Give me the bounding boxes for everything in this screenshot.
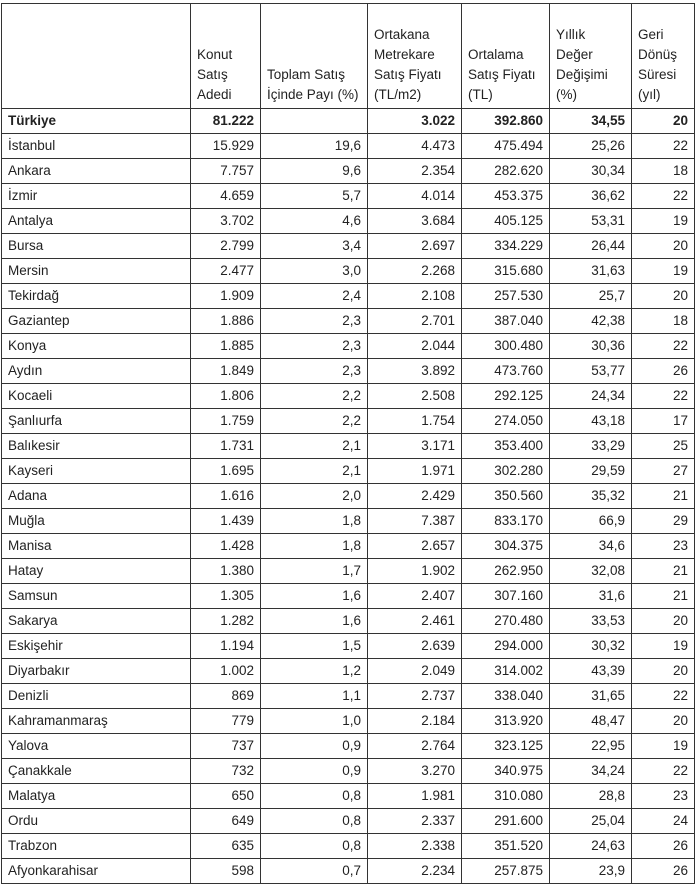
value-cell: 24,34: [550, 384, 632, 409]
value-cell: 28,8: [550, 784, 632, 809]
value-cell: 27: [632, 459, 695, 484]
value-cell: 2,3: [261, 334, 368, 359]
value-cell: 26,44: [550, 234, 632, 259]
value-cell: 4.473: [368, 134, 462, 159]
value-cell: 21: [632, 559, 695, 584]
value-cell: 1,0: [261, 709, 368, 734]
value-cell: 2.701: [368, 309, 462, 334]
value-cell: 3.702: [191, 209, 261, 234]
value-cell: 2,4: [261, 284, 368, 309]
table-row: [2, 459, 695, 484]
province-cell: Ankara: [2, 159, 191, 184]
value-cell: 31,6: [550, 584, 632, 609]
value-cell: 3,4: [261, 234, 368, 259]
table-row: [2, 234, 695, 259]
table-row: [2, 859, 695, 884]
value-cell: 31,65: [550, 684, 632, 709]
value-cell: 20: [632, 284, 695, 309]
value-cell: 353.400: [462, 434, 550, 459]
header-cell: [2, 4, 191, 109]
table-row: [2, 809, 695, 834]
table-row: [2, 759, 695, 784]
table-row: [2, 384, 695, 409]
value-cell: 23: [632, 534, 695, 559]
province-cell: Kahramanmaraş: [2, 709, 191, 734]
province-cell: Türkiye: [2, 109, 191, 134]
value-cell: 334.229: [462, 234, 550, 259]
value-cell: 387.040: [462, 309, 550, 334]
table-row: [2, 159, 695, 184]
value-cell: 25,26: [550, 134, 632, 159]
value-cell: 453.375: [462, 184, 550, 209]
value-cell: 33,29: [550, 434, 632, 459]
value-cell: 18: [632, 159, 695, 184]
value-cell: 833.170: [462, 509, 550, 534]
table-row: [2, 784, 695, 809]
value-cell: 294.000: [462, 634, 550, 659]
value-cell: 29: [632, 509, 695, 534]
table-row: [2, 409, 695, 434]
value-cell: 3.171: [368, 434, 462, 459]
table-row: [2, 284, 695, 309]
value-cell: 304.375: [462, 534, 550, 559]
province-cell: Denizli: [2, 684, 191, 709]
value-cell: 1,6: [261, 584, 368, 609]
value-cell: 2.764: [368, 734, 462, 759]
value-cell: 0,8: [261, 834, 368, 859]
value-cell: 1.731: [191, 434, 261, 459]
value-cell: 313.920: [462, 709, 550, 734]
value-cell: 29,59: [550, 459, 632, 484]
province-cell: Çanakkale: [2, 759, 191, 784]
value-cell: 1.380: [191, 559, 261, 584]
value-cell: 1.194: [191, 634, 261, 659]
province-cell: Konya: [2, 334, 191, 359]
table-row: [2, 709, 695, 734]
value-cell: 20: [632, 709, 695, 734]
value-cell: 34,55: [550, 109, 632, 134]
table-row: [2, 684, 695, 709]
value-cell: 1,2: [261, 659, 368, 684]
value-cell: 23,9: [550, 859, 632, 884]
value-cell: 1.305: [191, 584, 261, 609]
value-cell: 315.680: [462, 259, 550, 284]
province-cell: Yalova: [2, 734, 191, 759]
table-row-total: [2, 109, 695, 134]
value-cell: 2.508: [368, 384, 462, 409]
value-cell: 21: [632, 584, 695, 609]
value-cell: 2,3: [261, 359, 368, 384]
value-cell: 779: [191, 709, 261, 734]
value-cell: 1.885: [191, 334, 261, 359]
value-cell: 4.014: [368, 184, 462, 209]
value-cell: 20: [632, 609, 695, 634]
value-cell: 25: [632, 434, 695, 459]
value-cell: 1.002: [191, 659, 261, 684]
value-cell: 5,7: [261, 184, 368, 209]
value-cell: 30,36: [550, 334, 632, 359]
value-cell: 2.108: [368, 284, 462, 309]
value-cell: 1.909: [191, 284, 261, 309]
value-cell: 2,1: [261, 434, 368, 459]
value-cell: 43,39: [550, 659, 632, 684]
table-row: [2, 509, 695, 534]
table-row: [2, 309, 695, 334]
table-row: [2, 834, 695, 859]
value-cell: 302.280: [462, 459, 550, 484]
value-cell: 1,8: [261, 534, 368, 559]
value-cell: 2,0: [261, 484, 368, 509]
value-cell: 2.044: [368, 334, 462, 359]
value-cell: 2.461: [368, 609, 462, 634]
value-cell: 23: [632, 784, 695, 809]
value-cell: 1,6: [261, 609, 368, 634]
value-cell: 22: [632, 384, 695, 409]
province-cell: Kayseri: [2, 459, 191, 484]
value-cell: 2.477: [191, 259, 261, 284]
table-row: [2, 584, 695, 609]
value-cell: 7.387: [368, 509, 462, 534]
value-cell: 1,1: [261, 684, 368, 709]
value-cell: 43,18: [550, 409, 632, 434]
value-cell: 20: [632, 659, 695, 684]
value-cell: 7.757: [191, 159, 261, 184]
housing-sales-table: [1, 3, 695, 884]
value-cell: 1.806: [191, 384, 261, 409]
value-cell: 34,6: [550, 534, 632, 559]
province-cell: İzmir: [2, 184, 191, 209]
value-cell: 1.902: [368, 559, 462, 584]
value-cell: 1,5: [261, 634, 368, 659]
value-cell: 30,34: [550, 159, 632, 184]
province-cell: Trabzon: [2, 834, 191, 859]
table-row: [2, 209, 695, 234]
province-cell: İstanbul: [2, 134, 191, 159]
value-cell: 48,47: [550, 709, 632, 734]
value-cell: 392.860: [462, 109, 550, 134]
value-cell: [261, 109, 368, 134]
value-cell: 650: [191, 784, 261, 809]
value-cell: 26: [632, 834, 695, 859]
value-cell: 1,8: [261, 509, 368, 534]
value-cell: 1.754: [368, 409, 462, 434]
table-row: [2, 259, 695, 284]
value-cell: 2.407: [368, 584, 462, 609]
value-cell: 21: [632, 484, 695, 509]
province-cell: Antalya: [2, 209, 191, 234]
value-cell: 2.049: [368, 659, 462, 684]
value-cell: 1.695: [191, 459, 261, 484]
table-row: [2, 659, 695, 684]
value-cell: 0,8: [261, 784, 368, 809]
province-cell: Manisa: [2, 534, 191, 559]
header-cell: Toplam Satış İçinde Payı (%): [261, 4, 368, 109]
province-cell: Tekirdağ: [2, 284, 191, 309]
province-cell: Muğla: [2, 509, 191, 534]
value-cell: 19: [632, 259, 695, 284]
table-body: [2, 109, 695, 884]
value-cell: 30,32: [550, 634, 632, 659]
value-cell: 1.849: [191, 359, 261, 384]
value-cell: 36,62: [550, 184, 632, 209]
value-cell: 350.560: [462, 484, 550, 509]
value-cell: 22: [632, 759, 695, 784]
value-cell: 473.760: [462, 359, 550, 384]
value-cell: 310.080: [462, 784, 550, 809]
header-cell: Yıllık Değer Değişimi (%): [550, 4, 632, 109]
value-cell: 31,63: [550, 259, 632, 284]
value-cell: 2,2: [261, 384, 368, 409]
table-row: [2, 334, 695, 359]
value-cell: 42,38: [550, 309, 632, 334]
value-cell: 66,9: [550, 509, 632, 534]
header-row: [2, 4, 695, 109]
value-cell: 300.480: [462, 334, 550, 359]
table-row: [2, 734, 695, 759]
value-cell: 2,1: [261, 459, 368, 484]
value-cell: 0,7: [261, 859, 368, 884]
table-row: [2, 359, 695, 384]
value-cell: 20: [632, 234, 695, 259]
value-cell: 20: [632, 109, 695, 134]
value-cell: 737: [191, 734, 261, 759]
value-cell: 2.657: [368, 534, 462, 559]
value-cell: 3.892: [368, 359, 462, 384]
value-cell: 2.354: [368, 159, 462, 184]
value-cell: 257.530: [462, 284, 550, 309]
header-cell: Konut Satış Adedi: [191, 4, 261, 109]
province-cell: Samsun: [2, 584, 191, 609]
value-cell: 3.022: [368, 109, 462, 134]
province-cell: Ordu: [2, 809, 191, 834]
value-cell: 405.125: [462, 209, 550, 234]
value-cell: 274.050: [462, 409, 550, 434]
table-row: [2, 134, 695, 159]
value-cell: 19: [632, 209, 695, 234]
value-cell: 2.639: [368, 634, 462, 659]
value-cell: 2.184: [368, 709, 462, 734]
value-cell: 2.337: [368, 809, 462, 834]
table-row: [2, 434, 695, 459]
value-cell: 1.616: [191, 484, 261, 509]
value-cell: 81.222: [191, 109, 261, 134]
value-cell: 598: [191, 859, 261, 884]
value-cell: 3,0: [261, 259, 368, 284]
value-cell: 2.234: [368, 859, 462, 884]
province-cell: Afyonkarahisar: [2, 859, 191, 884]
header-cell: Ortakana Metrekare Satış Fiyatı (TL/m2): [368, 4, 462, 109]
value-cell: 2.737: [368, 684, 462, 709]
value-cell: 351.520: [462, 834, 550, 859]
value-cell: 4.659: [191, 184, 261, 209]
table-row: [2, 559, 695, 584]
table-row: [2, 634, 695, 659]
value-cell: 2.268: [368, 259, 462, 284]
value-cell: 19: [632, 734, 695, 759]
value-cell: 649: [191, 809, 261, 834]
value-cell: 22: [632, 184, 695, 209]
province-cell: Sakarya: [2, 609, 191, 634]
value-cell: 25,7: [550, 284, 632, 309]
value-cell: 32,08: [550, 559, 632, 584]
value-cell: 34,24: [550, 759, 632, 784]
value-cell: 2.697: [368, 234, 462, 259]
value-cell: 0,9: [261, 759, 368, 784]
header-cell: Ortalama Satış Fiyatı (TL): [462, 4, 550, 109]
value-cell: 33,53: [550, 609, 632, 634]
province-cell: Bursa: [2, 234, 191, 259]
value-cell: 1.759: [191, 409, 261, 434]
value-cell: 19: [632, 634, 695, 659]
value-cell: 1.439: [191, 509, 261, 534]
province-cell: Balıkesir: [2, 434, 191, 459]
value-cell: 1.428: [191, 534, 261, 559]
value-cell: 24,63: [550, 834, 632, 859]
value-cell: 291.600: [462, 809, 550, 834]
value-cell: 1.282: [191, 609, 261, 634]
value-cell: 22,95: [550, 734, 632, 759]
value-cell: 3.684: [368, 209, 462, 234]
value-cell: 257.875: [462, 859, 550, 884]
value-cell: 4,6: [261, 209, 368, 234]
province-cell: Adana: [2, 484, 191, 509]
value-cell: 18: [632, 309, 695, 334]
value-cell: 3.270: [368, 759, 462, 784]
value-cell: 1,7: [261, 559, 368, 584]
value-cell: 2.429: [368, 484, 462, 509]
value-cell: 1.971: [368, 459, 462, 484]
value-cell: 25,04: [550, 809, 632, 834]
value-cell: 22: [632, 134, 695, 159]
province-cell: Şanlıurfa: [2, 409, 191, 434]
value-cell: 270.480: [462, 609, 550, 634]
value-cell: 0,9: [261, 734, 368, 759]
value-cell: 2,2: [261, 409, 368, 434]
province-cell: Gaziantep: [2, 309, 191, 334]
value-cell: 2.338: [368, 834, 462, 859]
header-cell: Geri Dönüş Süresi (yıl): [632, 4, 695, 109]
value-cell: 1.886: [191, 309, 261, 334]
province-cell: Aydın: [2, 359, 191, 384]
value-cell: 22: [632, 684, 695, 709]
value-cell: 9,6: [261, 159, 368, 184]
table-row: [2, 484, 695, 509]
value-cell: 26: [632, 359, 695, 384]
table-row: [2, 184, 695, 209]
province-cell: Diyarbakır: [2, 659, 191, 684]
value-cell: 635: [191, 834, 261, 859]
value-cell: 323.125: [462, 734, 550, 759]
value-cell: 24: [632, 809, 695, 834]
value-cell: 53,77: [550, 359, 632, 384]
value-cell: 53,31: [550, 209, 632, 234]
value-cell: 292.125: [462, 384, 550, 409]
value-cell: 475.494: [462, 134, 550, 159]
value-cell: 15.929: [191, 134, 261, 159]
value-cell: 307.160: [462, 584, 550, 609]
value-cell: 26: [632, 859, 695, 884]
table-row: [2, 609, 695, 634]
province-cell: Malatya: [2, 784, 191, 809]
province-cell: Hatay: [2, 559, 191, 584]
value-cell: 732: [191, 759, 261, 784]
province-cell: Eskişehir: [2, 634, 191, 659]
value-cell: 17: [632, 409, 695, 434]
value-cell: 35,32: [550, 484, 632, 509]
province-cell: Mersin: [2, 259, 191, 284]
value-cell: 340.975: [462, 759, 550, 784]
province-cell: Kocaeli: [2, 384, 191, 409]
value-cell: 1.981: [368, 784, 462, 809]
value-cell: 282.620: [462, 159, 550, 184]
value-cell: 19,6: [261, 134, 368, 159]
value-cell: 22: [632, 334, 695, 359]
value-cell: 869: [191, 684, 261, 709]
value-cell: 0,8: [261, 809, 368, 834]
value-cell: 314.002: [462, 659, 550, 684]
table-row: [2, 534, 695, 559]
value-cell: 2.799: [191, 234, 261, 259]
value-cell: 2,3: [261, 309, 368, 334]
value-cell: 262.950: [462, 559, 550, 584]
value-cell: 338.040: [462, 684, 550, 709]
